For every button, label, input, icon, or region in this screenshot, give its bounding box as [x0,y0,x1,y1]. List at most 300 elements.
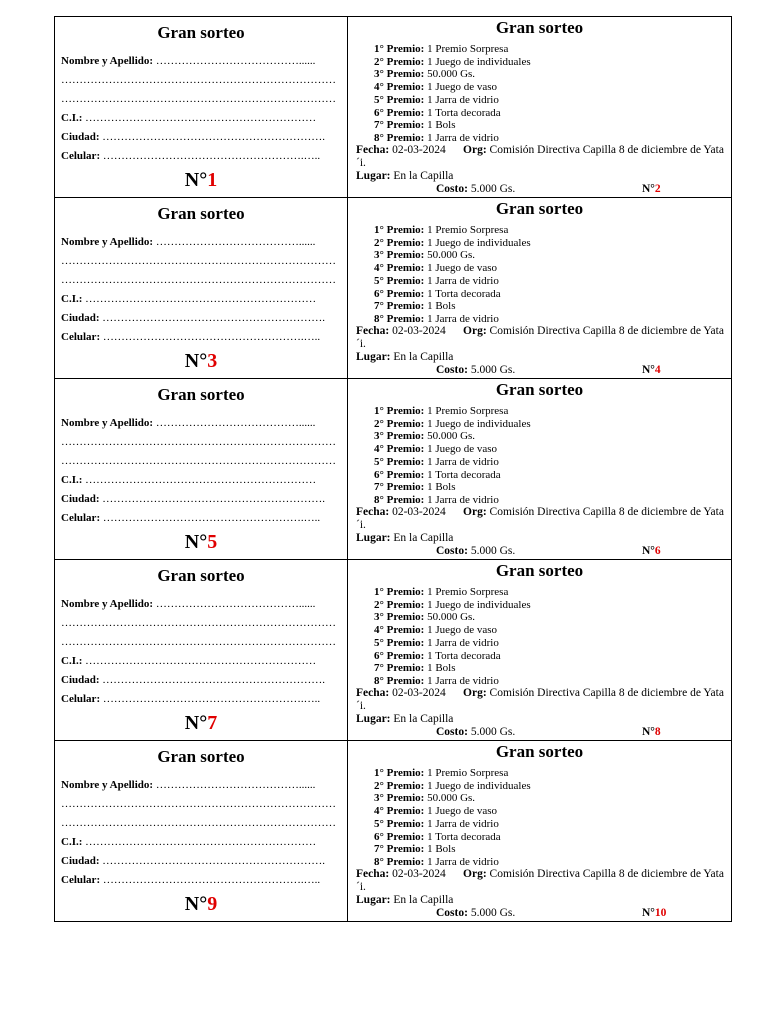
main-title: Gran sorteo [495,742,584,761]
ticket-main [348,560,731,740]
number-prefix: N° [184,893,208,915]
fecha-label: Fecha: [356,144,390,156]
ticket-number [642,545,661,557]
costo [436,364,515,376]
number-prefix: N° [184,350,208,372]
number-prefix: N° [184,531,208,553]
fecha-value: 02-03-2024 [392,687,446,699]
org-label: Org: [463,506,487,518]
prize-label: 7° Premio: [374,481,425,494]
prize-label: 7° Premio: [374,843,425,856]
main-title: Gran sorteo [495,561,584,580]
name-line-dots: ………………………………………………………………… [61,817,336,829]
prize-value: 1 Jarra de vidrio [427,817,499,830]
stub-title: Gran sorteo [157,23,245,42]
ticket-number [642,907,666,919]
prize-label: 4° Premio: [374,805,425,818]
lugar [356,532,725,545]
city-dots: ……………………………………………………. [102,493,326,505]
costo [436,907,515,919]
ticket-number [642,183,661,195]
prize-value: 1 Premio Sorpresa [427,767,509,779]
phone-label: Celular: [61,512,101,524]
name-line-dots: ………………………………………………………………… [61,617,336,629]
name-line-3[interactable] [61,93,341,105]
ticket-number [642,726,661,738]
number-prefix: N° [642,364,655,376]
prize-value: 1 Premio Sorpresa [427,405,509,417]
prize-item [374,599,531,612]
main-title: Gran sorteo [495,199,584,218]
phone-dots: ……………………………………………….….. [102,512,321,524]
prize-label: 6° Premio: [374,106,425,119]
prize-item [374,132,531,145]
prize-label: 2° Premio: [374,598,425,611]
phone-dots: ……………………………………………….….. [102,331,321,343]
prize-label: 6° Premio: [374,287,425,300]
prize-label: 7° Premio: [374,119,425,132]
prize-item [374,637,531,650]
lugar-value: En la Capilla [393,351,454,363]
prize-list [374,224,531,326]
prize-item [374,224,531,237]
costo-label: Costo: [436,364,468,376]
prize-value: 1 Jarra de vidrio [427,674,499,687]
prize-label: 5° Premio: [374,274,425,287]
phone-label: Celular: [61,150,101,162]
ci-field[interactable] [61,836,341,848]
main-title: Gran sorteo [495,380,584,399]
phone-label: Celular: [61,693,101,705]
name-line-dots: ………………………………………………………………… [61,455,336,467]
ci-dots: ……………………………………………………… [85,293,317,305]
city-label: Ciudad: [61,674,100,686]
prize-label: 8° Premio: [374,855,425,868]
ci-label: C.I.: [61,112,83,124]
ci-label: C.I.: [61,655,83,667]
prize-value: 1 Juego de individuales [427,55,531,68]
prize-item [374,300,531,313]
raffle-ticket [54,197,732,378]
name-label: Nombre y Apellido: [61,598,154,610]
prize-item [374,249,531,262]
prize-value: 1 Juego de individuales [427,236,531,249]
name-dots: …………………………………...... [155,55,316,67]
prize-label: 4° Premio: [374,262,425,275]
ticket-main [348,379,731,559]
prize-item [374,624,531,637]
costo-value: 5.000 Gs. [470,364,516,376]
stub-number [55,712,347,735]
prize-label: 7° Premio: [374,662,425,675]
fecha-label: Fecha: [356,868,390,880]
prize-label: 4° Premio: [374,624,425,637]
fecha-value: 02-03-2024 [392,325,446,337]
prize-item [374,418,531,431]
name-line-2[interactable] [61,255,341,267]
name-line-dots: ………………………………………………………………… [61,274,336,286]
name-label: Nombre y Apellido: [61,236,154,248]
costo-label: Costo: [436,545,468,557]
name-field[interactable] [61,236,341,248]
raffle-ticket [54,16,732,197]
prize-list [374,43,531,145]
name-line-3[interactable] [61,455,341,467]
name-line-3[interactable] [61,274,341,286]
prize-label: 1° Premio: [374,767,425,779]
prize-item [374,456,531,469]
fecha-org [356,144,725,170]
prize-label: 2° Premio: [374,779,425,792]
prize-label: 4° Premio: [374,443,425,456]
prize-item [374,443,531,456]
prize-item [374,662,531,675]
ticket-number-value: 4 [654,364,661,376]
org-value: Comisión Directiva Capilla 8 de diciembre de Yata´i. [356,868,724,893]
costo-label: Costo: [436,183,468,195]
stub-number-value: 3 [207,350,218,372]
org-label: Org: [463,868,487,880]
number-prefix: N° [642,183,655,195]
name-line-2[interactable] [61,617,341,629]
prize-value: 1 Juego de vaso [427,262,498,275]
org-label: Org: [463,325,487,337]
ci-field[interactable] [61,655,341,667]
ci-dots: ……………………………………………………… [85,112,317,124]
lugar-value: En la Capilla [393,713,454,725]
prize-label: 7° Premio: [374,300,425,313]
ticket-main [348,17,731,197]
prize-value: 1 Bols [427,119,456,132]
city-field[interactable] [61,312,341,324]
name-field[interactable] [61,55,341,67]
phone-field[interactable] [61,874,341,886]
prize-value: 1 Jarra de vidrio [427,455,499,468]
prize-value: 1 Bols [427,300,456,313]
prize-label: 8° Premio: [374,312,425,325]
ticket-main [348,741,731,921]
city-label: Ciudad: [61,493,100,505]
lugar-label: Lugar: [356,532,391,544]
number-prefix: N° [642,907,655,919]
lugar [356,713,725,726]
prize-item [374,611,531,624]
prize-value: 50.000 Gs. [427,249,476,262]
prize-label: 1° Premio: [374,586,425,598]
lugar-label: Lugar: [356,713,391,725]
ci-dots: ……………………………………………………… [85,655,317,667]
costo [436,545,515,557]
raffle-ticket [54,378,732,559]
stub-number-value: 5 [207,531,218,553]
fecha-value: 02-03-2024 [392,868,446,880]
prize-item [374,107,531,120]
name-line-dots: ………………………………………………………………… [61,636,336,648]
org-label: Org: [463,687,487,699]
lugar-value: En la Capilla [393,170,454,182]
name-field[interactable] [61,417,341,429]
name-line-dots: ………………………………………………………………… [61,93,336,105]
org-value: Comisión Directiva Capilla 8 de diciembre de Yata´i. [356,144,724,169]
ticket-stub [55,17,348,197]
prize-value: 1 Jarra de vidrio [427,274,499,287]
prize-label: 8° Premio: [374,674,425,687]
ticket-number-value: 8 [654,726,661,738]
prize-value: 1 Juego de individuales [427,598,531,611]
number-prefix: N° [184,169,208,191]
prize-value: 1 Jarra de vidrio [427,855,499,868]
prize-item [374,68,531,81]
costo-value: 5.000 Gs. [470,726,516,738]
org-label: Org: [463,144,487,156]
city-dots: ……………………………………………………. [102,674,326,686]
phone-label: Celular: [61,874,101,886]
name-line-dots: ………………………………………………………………… [61,74,336,86]
prize-item [374,119,531,132]
prize-label: 1° Premio: [374,224,425,236]
prize-label: 5° Premio: [374,817,425,830]
costo-value: 5.000 Gs. [470,907,516,919]
name-label: Nombre y Apellido: [61,417,154,429]
prize-item [374,262,531,275]
stub-title: Gran sorteo [157,204,245,223]
raffle-ticket [54,740,732,922]
city-dots: ……………………………………………………. [102,312,326,324]
name-dots: …………………………………...... [155,779,316,791]
ci-label: C.I.: [61,293,83,305]
name-dots: …………………………………...... [155,417,316,429]
name-line-dots: ………………………………………………………………… [61,255,336,267]
phone-dots: ……………………………………………….….. [102,693,321,705]
phone-dots: ……………………………………………….….. [102,874,321,886]
prize-item [374,843,531,856]
name-label: Nombre y Apellido: [61,779,154,791]
ci-dots: ……………………………………………………… [85,474,317,486]
prize-item [374,650,531,663]
prize-value: 1 Jarra de vidrio [427,493,499,506]
prize-item [374,56,531,69]
prize-value: 1 Torta decorada [427,287,501,300]
name-dots: …………………………………...... [155,598,316,610]
prize-value: 1 Bols [427,481,456,494]
costo-value: 5.000 Gs. [470,545,516,557]
city-field[interactable] [61,493,341,505]
name-line-3[interactable] [61,636,341,648]
prize-value: 50.000 Gs. [427,792,476,805]
costo-value: 5.000 Gs. [470,183,516,195]
ci-field[interactable] [61,474,341,486]
ticket-stub [55,741,348,921]
prize-value: 1 Torta decorada [427,106,501,119]
prize-item [374,405,531,418]
prize-value: 1 Premio Sorpresa [427,586,509,598]
phone-dots: ……………………………………………….….. [102,150,321,162]
costo [436,726,515,738]
prize-value: 50.000 Gs. [427,68,476,81]
prize-value: 50.000 Gs. [427,430,476,443]
lugar [356,894,725,907]
prize-item [374,675,531,688]
prize-item [374,469,531,482]
city-dots: ……………………………………………………. [102,131,326,143]
prize-item [374,831,531,844]
fecha-org [356,325,725,351]
prize-item [374,494,531,507]
ticket-stub [55,379,348,559]
lugar-label: Lugar: [356,351,391,363]
stub-title: Gran sorteo [157,747,245,766]
raffle-sheet [54,16,732,922]
number-prefix: N° [184,712,208,734]
ticket-number [642,364,661,376]
ci-field[interactable] [61,293,341,305]
city-dots: ……………………………………………………. [102,855,326,867]
name-line-dots: ………………………………………………………………… [61,798,336,810]
prize-label: 6° Premio: [374,468,425,481]
fecha-org [356,506,725,532]
prize-value: 50.000 Gs. [427,611,476,624]
city-field[interactable] [61,855,341,867]
prize-label: 3° Premio: [374,430,425,443]
prize-label: 6° Premio: [374,649,425,662]
stub-title: Gran sorteo [157,566,245,585]
lugar [356,351,725,364]
name-line-2[interactable] [61,436,341,448]
ci-field[interactable] [61,112,341,124]
main-title: Gran sorteo [495,18,584,37]
ticket-number-value: 6 [654,545,661,557]
name-field[interactable] [61,779,341,791]
number-prefix: N° [642,545,655,557]
phone-field[interactable] [61,693,341,705]
prize-value: 1 Jarra de vidrio [427,636,499,649]
prize-label: 6° Premio: [374,830,425,843]
fecha-label: Fecha: [356,506,390,518]
costo [436,183,515,195]
name-line-3[interactable] [61,817,341,829]
phone-field[interactable] [61,150,341,162]
prize-value: 1 Bols [427,662,456,675]
stub-title: Gran sorteo [157,385,245,404]
prize-label: 3° Premio: [374,792,425,805]
prize-label: 5° Premio: [374,93,425,106]
prize-item [374,237,531,250]
name-dots: …………………………………...... [155,236,316,248]
fecha-value: 02-03-2024 [392,506,446,518]
prize-item [374,767,531,780]
city-field[interactable] [61,131,341,143]
prize-value: 1 Juego de vaso [427,443,498,456]
ticket-stub [55,560,348,740]
name-line-2[interactable] [61,798,341,810]
prize-item [374,313,531,326]
stub-number [55,350,347,373]
prize-label: 5° Premio: [374,455,425,468]
prize-label: 8° Premio: [374,493,425,506]
stub-number-value: 9 [207,893,218,915]
lugar-value: En la Capilla [393,532,454,544]
name-line-2[interactable] [61,74,341,86]
prize-label: 8° Premio: [374,131,425,144]
prize-list [374,586,531,688]
number-prefix: N° [642,726,655,738]
stub-number-value: 1 [207,169,218,191]
prize-label: 1° Premio: [374,43,425,55]
raffle-ticket [54,559,732,740]
prize-label: 4° Premio: [374,81,425,94]
prize-value: 1 Juego de individuales [427,779,531,792]
fecha-org [356,687,725,713]
city-label: Ciudad: [61,312,100,324]
prize-item [374,430,531,443]
ci-dots: ……………………………………………………… [85,836,317,848]
phone-field[interactable] [61,331,341,343]
org-value: Comisión Directiva Capilla 8 de diciembre de Yata´i. [356,325,724,350]
org-value: Comisión Directiva Capilla 8 de diciembre de Yata´i. [356,687,724,712]
costo-label: Costo: [436,907,468,919]
prize-list [374,767,531,869]
prize-value: 1 Torta decorada [427,649,501,662]
prize-label: 2° Premio: [374,236,425,249]
lugar-value: En la Capilla [393,894,454,906]
stub-number [55,893,347,916]
fecha-value: 02-03-2024 [392,144,446,156]
fecha-org [356,868,725,894]
ticket-number-value: 2 [654,183,661,195]
ticket-main [348,198,731,378]
prize-value: 1 Jarra de vidrio [427,312,499,325]
prize-label: 3° Premio: [374,249,425,262]
prize-value: 1 Premio Sorpresa [427,224,509,236]
prize-label: 2° Premio: [374,417,425,430]
prize-value: 1 Juego de vaso [427,81,498,94]
prize-label: 1° Premio: [374,405,425,417]
stub-number [55,169,347,192]
prize-value: 1 Bols [427,843,456,856]
fecha-label: Fecha: [356,325,390,337]
ticket-number-value: 10 [654,907,667,919]
ci-label: C.I.: [61,474,83,486]
fecha-label: Fecha: [356,687,390,699]
prize-value: 1 Premio Sorpresa [427,43,509,55]
phone-field[interactable] [61,512,341,524]
name-line-dots: ………………………………………………………………… [61,436,336,448]
prize-label: 2° Premio: [374,55,425,68]
prize-item [374,818,531,831]
ticket-stub [55,198,348,378]
prize-value: 1 Jarra de vidrio [427,93,499,106]
ci-label: C.I.: [61,836,83,848]
prize-item [374,275,531,288]
prize-value: 1 Juego de individuales [427,417,531,430]
phone-label: Celular: [61,331,101,343]
prize-label: 3° Premio: [374,68,425,81]
prize-item [374,43,531,56]
name-label: Nombre y Apellido: [61,55,154,67]
prize-item [374,780,531,793]
city-field[interactable] [61,674,341,686]
prize-value: 1 Torta decorada [427,468,501,481]
city-label: Ciudad: [61,855,100,867]
prize-label: 3° Premio: [374,611,425,624]
prize-item [374,805,531,818]
name-field[interactable] [61,598,341,610]
prize-item [374,481,531,494]
city-label: Ciudad: [61,131,100,143]
prize-item [374,792,531,805]
prize-value: 1 Torta decorada [427,830,501,843]
prize-value: 1 Juego de vaso [427,624,498,637]
